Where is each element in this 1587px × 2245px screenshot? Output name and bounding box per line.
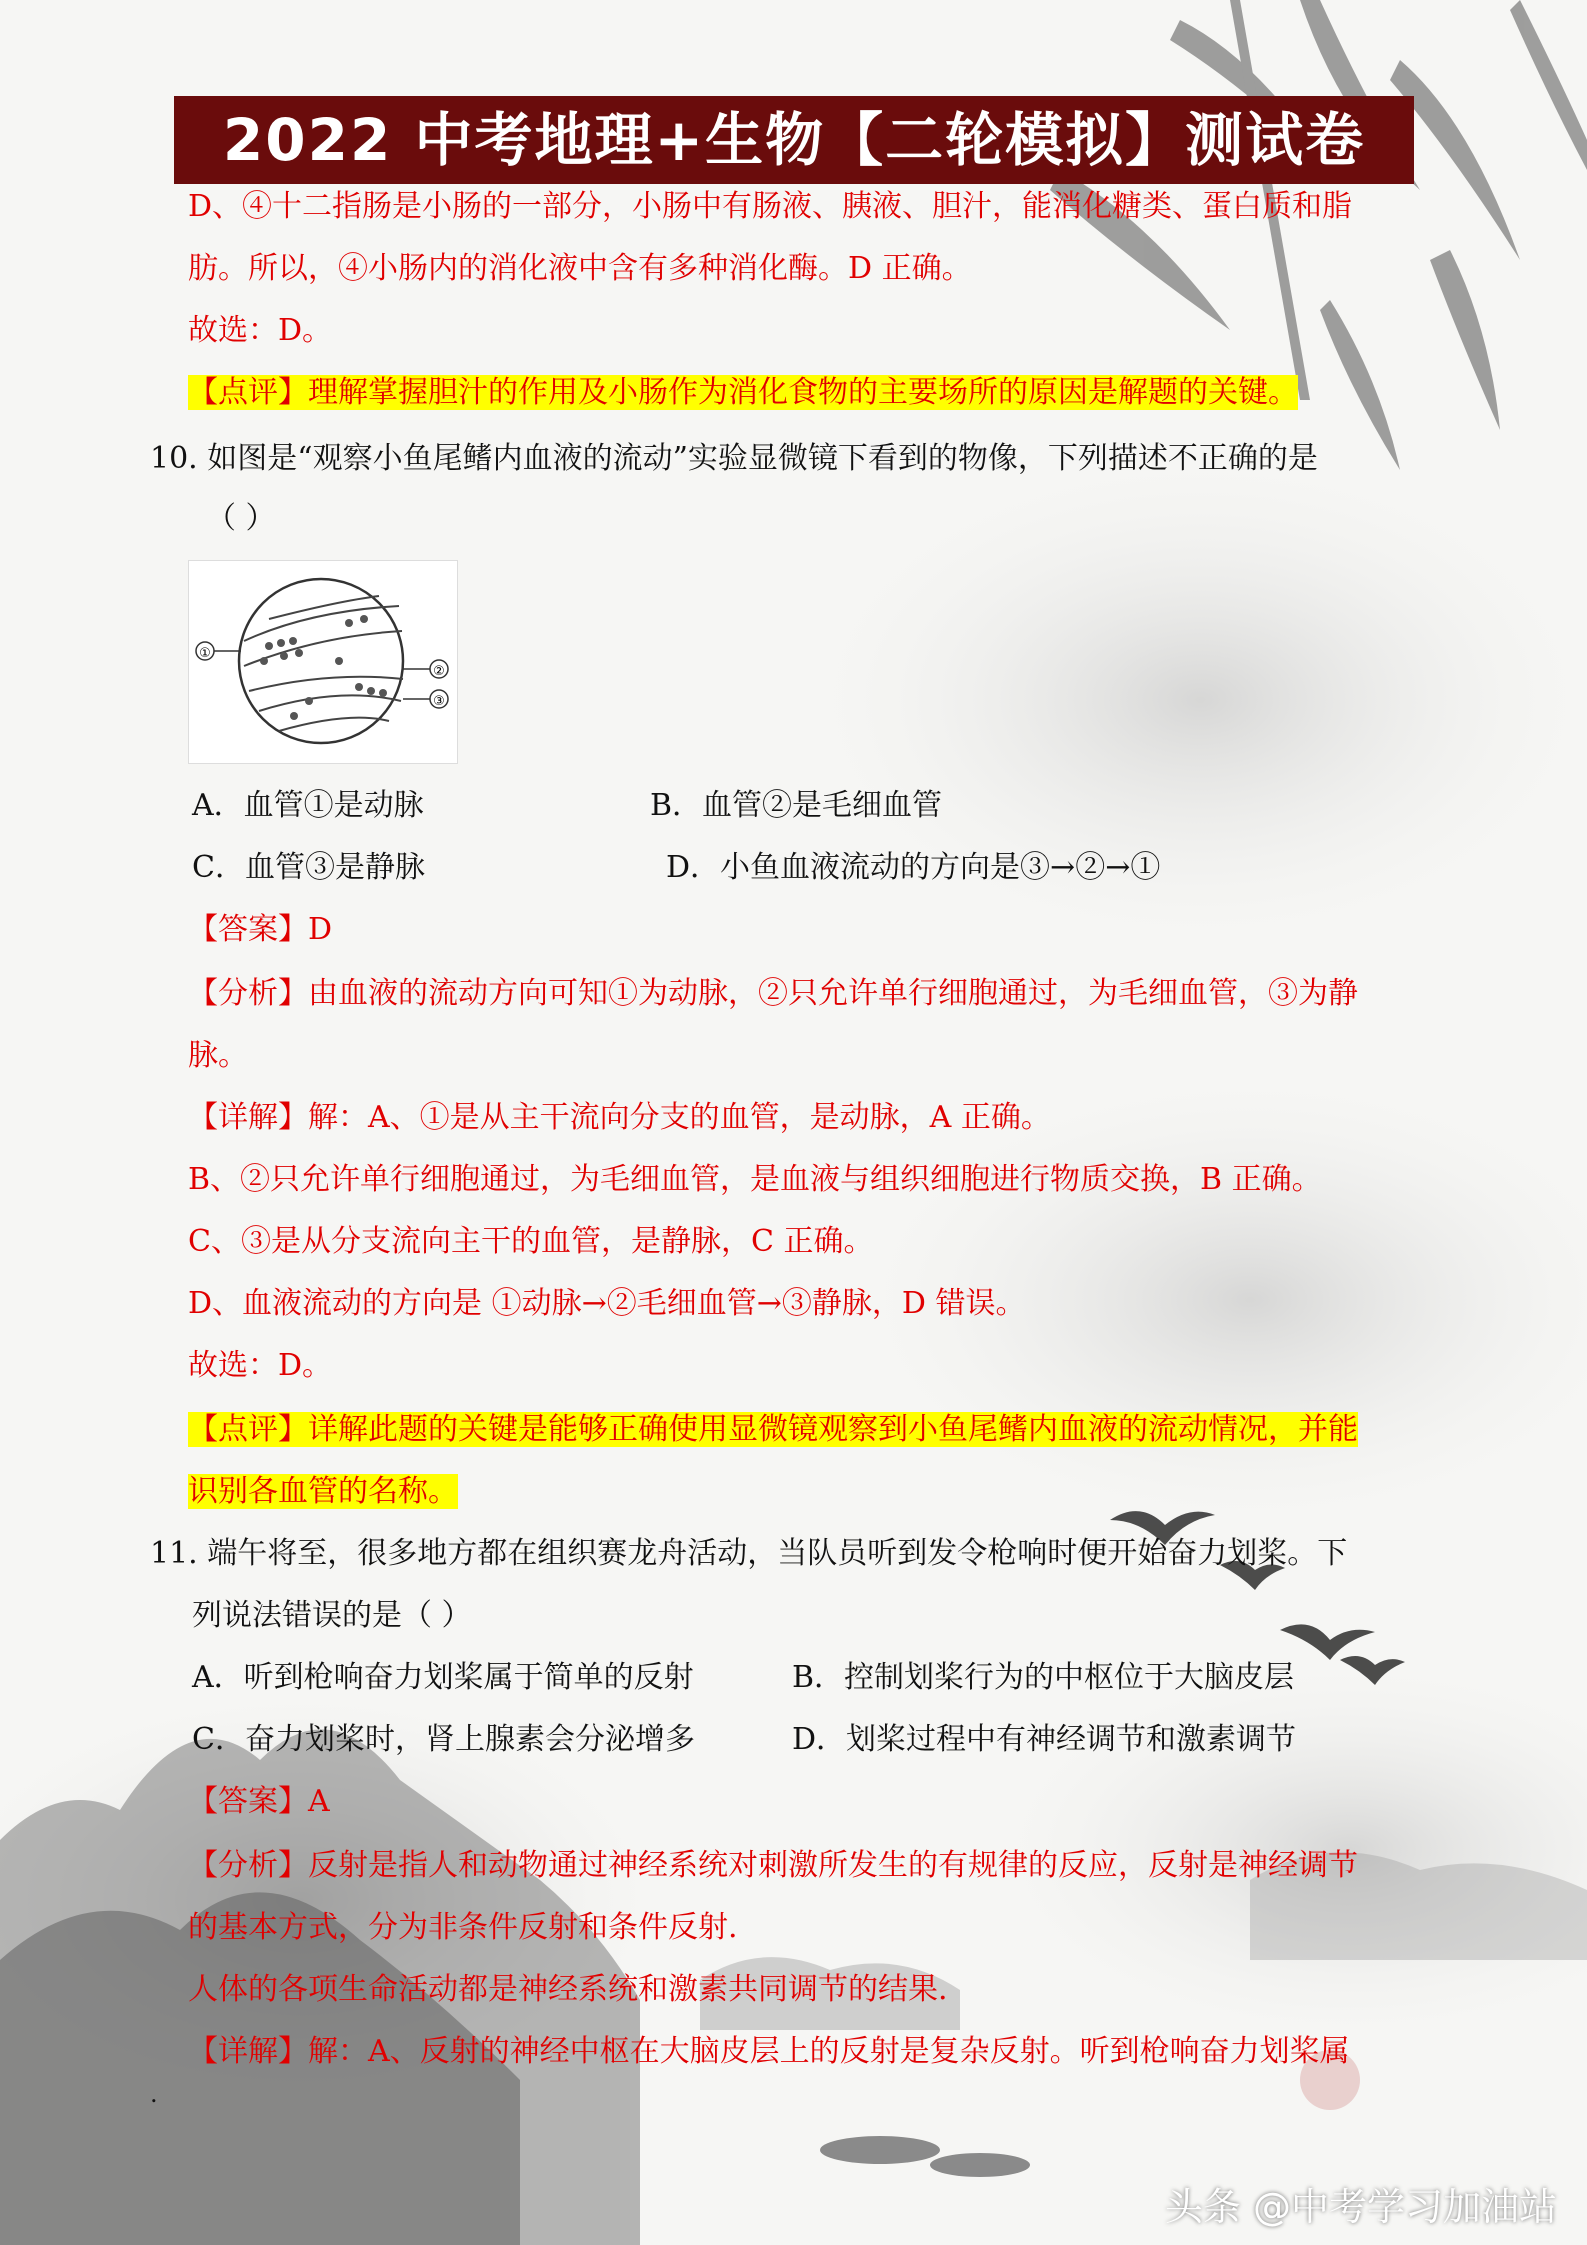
q11-analysis-line3: 人体的各项生命活动都是神经系统和激素共同调节的结果.	[188, 1972, 948, 2007]
q10-analysis-line2: 脉。	[188, 1038, 248, 1073]
q10-detail-tag: 【详解】	[188, 1100, 308, 1135]
prev-detail-d-line2: 肪。所以，④小肠内的消化液中含有多种消化酶。D 正确。	[188, 251, 972, 286]
figure-label-1: ①	[199, 646, 211, 661]
q11-detail-tag: 【详解】	[188, 2034, 308, 2069]
q11-answer-value: A	[308, 1784, 330, 1819]
q10-comment-text2: 识别各血管的名称。	[188, 1474, 458, 1509]
q11-option-d: D．划桨过程中有神经调节和激素调节	[792, 1722, 1297, 1757]
q10-choose: 故选：D。	[188, 1348, 333, 1383]
q11-answer-tag: 【答案】	[188, 1784, 308, 1819]
page-title: 2022 中考地理+生物【二轮模拟】测试卷	[174, 96, 1414, 184]
prev-comment-text: 【点评】理解掌握胆汁的作用及小肠作为消化食物的主要场所的原因是解题的关键。	[188, 375, 1298, 410]
watermark: 头条 @中考学习加油站	[1164, 2185, 1557, 2229]
q11-answer	[188, 1781, 330, 1823]
q10-detail-b: B、②只允许单行细胞通过，为毛细血管，是血液与组织细胞进行物质交换，B 正确。	[188, 1162, 1322, 1197]
q10-option-a: A．血管①是动脉	[192, 788, 424, 823]
q10-microscope-figure	[188, 560, 458, 764]
footer-dot: .	[150, 2080, 158, 2108]
q10-comment-text1: 【点评】详解此题的关键是能够正确使用显微镜观察到小鱼尾鳍内血液的流动情况，并能	[188, 1412, 1358, 1447]
q10-comment-line2	[188, 1471, 458, 1513]
q10-detail-a	[188, 1097, 1051, 1139]
q10-detail-d: D、血液流动的方向是 ①动脉→②毛细血管→③静脉，D 错误。	[188, 1286, 1026, 1321]
q11-analysis-text1: 反射是指人和动物通过神经系统对刺激所发生的有规律的反应，反射是神经调节	[308, 1848, 1358, 1883]
q11-stem-line2: 列说法错误的是（ ）	[192, 1598, 472, 1633]
q11-option-b: B．控制划桨行为的中枢位于大脑皮层	[792, 1660, 1295, 1695]
q10-detail-a-text: 解：A、①是从主干流向分支的血管，是动脉，A 正确。	[308, 1100, 1051, 1135]
q10-analysis-line1	[188, 973, 1358, 1015]
q10-answer-tag: 【答案】	[188, 912, 308, 947]
q10-analysis-text1: 由血液的流动方向可知①为动脉，②只允许单行细胞通过，为毛细血管，③为静	[308, 976, 1358, 1011]
q10-answer-value: D	[308, 912, 333, 947]
q11-detail-a-text: 解：A、反射的神经中枢在大脑皮层上的反射是复杂反射。听到枪响奋力划桨属	[308, 2034, 1350, 2069]
q11-detail-a	[188, 2031, 1350, 2073]
q11-analysis-line1	[188, 1845, 1358, 1887]
q10-analysis-tag: 【分析】	[188, 976, 308, 1011]
figure-label-3: ③	[433, 694, 445, 709]
q10-detail-c: C、③是从分支流向主干的血管，是静脉，C 正确。	[188, 1224, 874, 1259]
q10-option-b: B．血管②是毛细血管	[650, 788, 943, 823]
q11-stem-line1: 11. 端午将至，很多地方都在组织赛龙舟活动，当队员听到发令枪响时便开始奋力划桨。下	[150, 1536, 1348, 1571]
q10-option-c: C．血管③是静脉	[192, 850, 425, 885]
q11-option-a: A．听到枪响奋力划桨属于简单的反射	[192, 1660, 694, 1695]
figure-label-2: ②	[433, 664, 445, 679]
q11-analysis-line2: 的基本方式，分为非条件反射和条件反射.	[188, 1910, 738, 1945]
q10-comment-line1	[188, 1409, 1358, 1451]
q10-stem-line1: 10. 如图是“观察小鱼尾鳍内血液的流动”实验显微镜下看到的物像，下列描述不正确的是	[150, 441, 1318, 476]
prev-detail-d-line1: D、④十二指肠是小肠的一部分，小肠中有肠液、胰液、胆汁，能消化糖类、蛋白质和脂	[188, 189, 1353, 224]
prev-choose: 故选：D。	[188, 313, 333, 348]
prev-comment	[188, 372, 1298, 414]
q11-option-c: C．奋力划桨时，肾上腺素会分泌增多	[192, 1722, 695, 1757]
microscope-view-diagram	[189, 561, 457, 763]
q11-analysis-tag: 【分析】	[188, 1848, 308, 1883]
q10-option-d: D．小鱼血液流动的方向是③→②→①	[666, 850, 1161, 885]
q10-stem-line2: （ ）	[206, 501, 276, 536]
q10-answer	[188, 909, 332, 951]
